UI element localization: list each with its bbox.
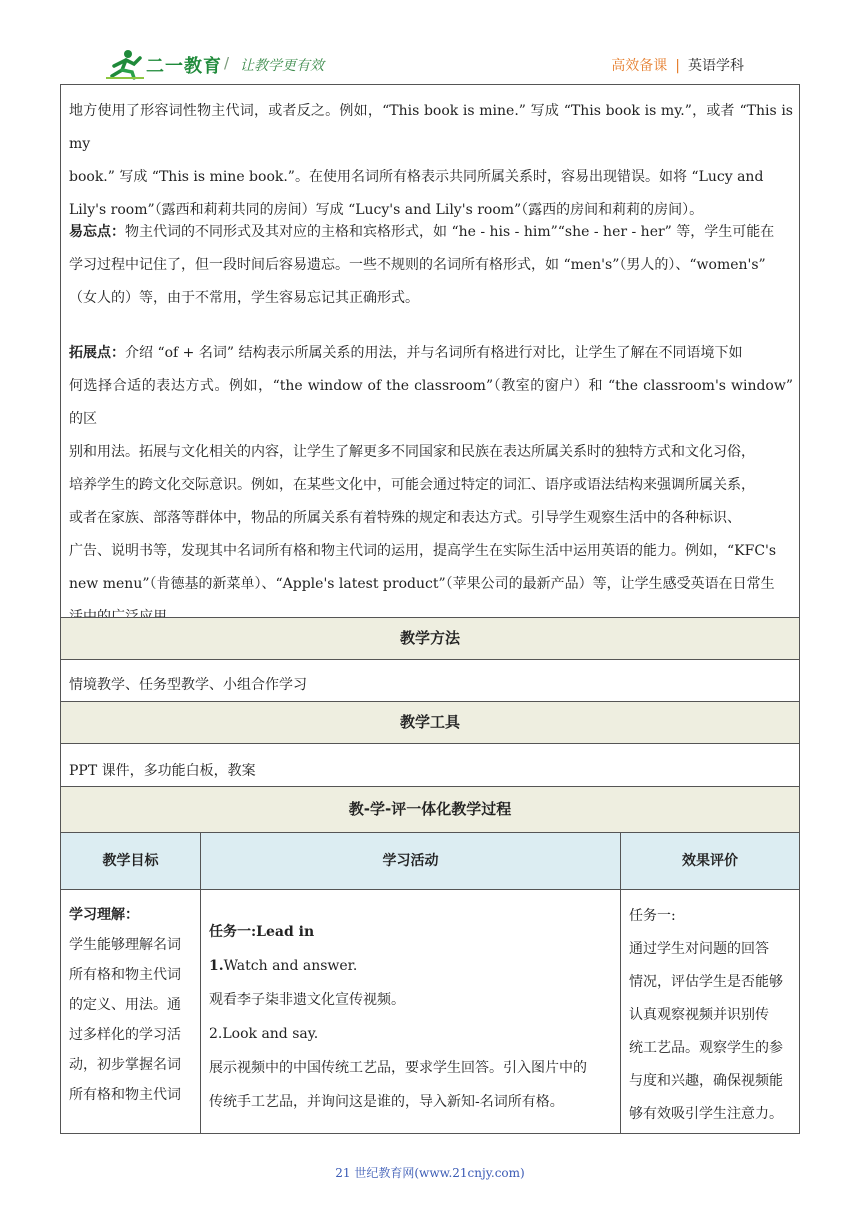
text-line (209, 949, 617, 983)
row-divider (61, 659, 799, 660)
lesson-plan-table (60, 85, 800, 1134)
text-line: 动，初步掌握名词 (69, 1057, 181, 1073)
text-line: 统工艺品。观察学生的参 (629, 1040, 783, 1056)
page-header (0, 0, 860, 86)
text-line: 别和用法。拓展与文化相关的内容，让学生了解更多不同国家和民族在表达所属关系时的独特方式和文化习俗， (69, 444, 755, 460)
row-divider (61, 889, 799, 890)
forget-label: 易忘点： (69, 224, 125, 240)
text-line: 或者在家族、部落等群体中，物品的所属关系有着特殊的规定和表达方式。引导学生观察生活中的各种标识、 (69, 510, 741, 526)
task-title: 任务一:Lead in (209, 924, 315, 940)
running-man-logo-icon (104, 48, 148, 80)
brand-slogan: 让教学更有效 (240, 58, 324, 74)
text-line (69, 216, 793, 249)
text-line: 过多样化的学习活 (69, 1027, 181, 1043)
text-line: 所有格和物主代词 (69, 1087, 181, 1103)
text-line: 所有格和物主代词 (69, 967, 181, 983)
text-line: 情况，评估学生是否能够 (629, 974, 783, 990)
forget-points (61, 216, 799, 315)
brand-name: 二一教育 (146, 56, 222, 77)
col-divider (200, 833, 201, 1133)
header-separator: | (675, 58, 680, 74)
text-line: 何选择合适的表达方式。例如，“the window of the classroom”（教室的窗户）和 “the classroom's window” 的区 (69, 378, 793, 427)
header-evaluation: 效果评价 (621, 833, 799, 889)
text-line: 通过学生对问题的回答 (629, 941, 769, 957)
activity-cell (209, 915, 617, 1119)
header-goal: 教学目标 (61, 833, 200, 889)
method-text: 情境教学、任务型教学、小组合作学习 (69, 677, 307, 693)
extension-points (61, 337, 799, 634)
row-divider (61, 743, 799, 744)
col-divider (620, 833, 621, 1133)
text-span: Watch and answer. (223, 958, 358, 974)
text-span: 介绍 “of + 名词” 结构表示所属关系的用法，并与名词所有格进行对比，让学生了解在不同语境下如 (125, 345, 743, 361)
step-number: 1. (209, 958, 224, 974)
text-line: Lily's room”（露西和莉莉共同的房间）写成 “Lucy's and Lily's room”（露西的房间和莉莉的房间）。 (69, 202, 704, 218)
goal-cell (69, 900, 197, 1110)
text-line: book.” 写成 “This is mine book.”。在使用名词所有格表示共同所属关系时，容易出现错误。如将 “Lucy and (69, 169, 764, 185)
text-line: 培养学生的跨文化交际意识。例如，在某些文化中，可能会通过特定的词汇、语序或语法结构来强调所属关系， (69, 477, 755, 493)
text-line: （女人的）等，由于不常用，学生容易忘记其正确形式。 (69, 290, 419, 306)
goal-label: 学习理解： (69, 907, 139, 923)
text-line: 学习过程中记住了，但一段时间后容易遗忘。一些不规则的名词所有格形式，如 “men's”（男人的）、“women's” (69, 257, 766, 273)
header-subject: 英语学科 (688, 58, 744, 74)
text-line: 地方使用了形容词性物主代词，或者反之。例如，“This book is mine.” 写成 “This book is my.”，或者 “This is my (69, 103, 793, 152)
header-tag: 高效备课 (611, 58, 668, 74)
header-right (611, 55, 744, 75)
text-line: 与度和兴趣，确保视频能 (629, 1073, 783, 1089)
text-line (69, 337, 793, 370)
text-span: 物主代词的不同形式及其对应的主格和宾格形式，如 “he - his - him”“she - her - her” 等，学生可能在 (125, 224, 775, 240)
extend-label: 拓展点： (69, 345, 125, 361)
header-activity: 学习活动 (201, 833, 620, 889)
text-line: new menu”（肯德基的新菜单）、“Apple's latest product”（苹果公司的最新产品）等，让学生感受英语在日常生 (69, 576, 775, 592)
method-title: 教学方法 (61, 618, 799, 659)
evaluation-cell (629, 900, 797, 1131)
text-line: 广告、说明书等，发现其中名词所有格和物主代词的运用，提高学生在实际生活中运用英语的能力。例如，“KFC's (69, 543, 777, 559)
text-line: 认真观察视频并识别传 (629, 1007, 769, 1023)
header-slash: / (224, 54, 230, 72)
text-line: 观看李子柒非遗文化宣传视频。 (209, 992, 405, 1008)
process-title: 教-学-评一体化教学过程 (61, 787, 799, 832)
text-line: 任务一: (629, 908, 676, 924)
text-line: 传统手工艺品，并询问这是谁的，导入新知-名词所有格。 (209, 1094, 564, 1110)
text-line: 的定义、用法。通 (69, 997, 181, 1013)
text-line: 学生能够理解名词 (69, 937, 181, 953)
text-line: 2.Look and say. (209, 1026, 319, 1042)
text-line: 展示视频中的中国传统工艺品，要求学生回答。引入图片中的 (209, 1060, 587, 1076)
page-footer: 21 世纪教育网(www.21cnjy.com) (335, 1166, 525, 1180)
tools-title: 教学工具 (61, 702, 799, 743)
difficulty-continued (61, 95, 799, 227)
tools-text: PPT 课件，多功能白板，教案 (69, 763, 256, 779)
text-line: 够有效吸引学生注意力。 (629, 1106, 783, 1122)
